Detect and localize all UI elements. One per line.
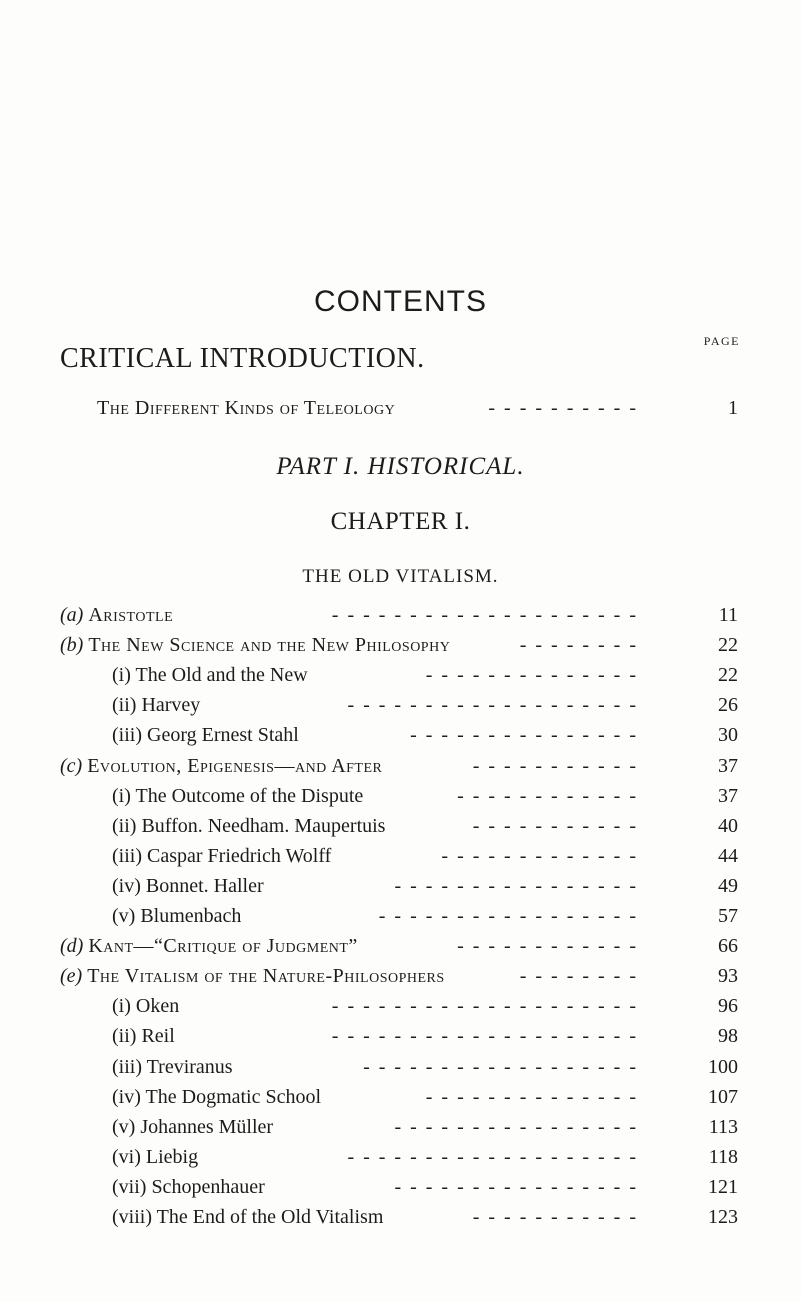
- toc-entry-page: 22: [718, 634, 738, 657]
- toc-entry-title: [60, 751, 382, 781]
- toc-entry-title: [112, 781, 363, 811]
- toc-entry-label: Harvey: [141, 694, 201, 717]
- toc-entry-title: [112, 1082, 321, 1112]
- page-column-label: PAGE: [703, 334, 740, 348]
- toc-entry: [0, 751, 801, 781]
- toc-entry-label: The Dogmatic School: [145, 1085, 322, 1108]
- toc-entry-marker: (v): [112, 905, 136, 927]
- toc-entry-label: Oken: [135, 995, 180, 1018]
- toc-entry: [0, 1202, 801, 1232]
- toc-entry-title: [112, 1112, 273, 1142]
- toc-entry: [0, 871, 801, 901]
- toc-entry-marker: (e): [60, 965, 83, 988]
- toc-entry: [0, 961, 801, 991]
- toc-entry-page: 57: [718, 905, 738, 927]
- toc-entry-title: [60, 600, 173, 630]
- toc-entry-label: The Old and the New: [135, 664, 308, 687]
- toc-entry-marker: (vii): [112, 1175, 147, 1198]
- leader-dots: -------------------: [347, 694, 645, 717]
- toc-entry: [0, 901, 801, 931]
- leader-dots: --------------------: [331, 1025, 645, 1048]
- toc-entry-page: 37: [718, 754, 738, 777]
- leader-dots: --------------------: [331, 604, 645, 626]
- toc-entry-marker: (i): [112, 664, 131, 687]
- toc-entry-title: [112, 871, 264, 901]
- toc-entry: [0, 1021, 801, 1051]
- toc-entry-marker: (iii): [112, 724, 142, 747]
- toc-entry-label: Caspar Friedrich Wolff: [147, 844, 332, 867]
- toc-entry-page: 118: [708, 1145, 738, 1168]
- leader-dots: --------------------: [331, 995, 645, 1018]
- toc-entry: [0, 1112, 801, 1142]
- leader-dots: --------: [519, 634, 645, 657]
- toc-entry-page: 66: [718, 935, 738, 958]
- toc-entry-label: Johannes Müller: [140, 1115, 274, 1138]
- toc-entry-page: 107: [708, 1085, 738, 1108]
- toc-entry-page: 30: [718, 724, 738, 747]
- leader-dots: -----------: [472, 1206, 645, 1228]
- toc-entry-marker: (iv): [112, 874, 141, 897]
- toc-entry: [0, 1052, 801, 1082]
- toc-entry-page: 49: [718, 874, 738, 897]
- toc-entry-marker: (b): [60, 634, 84, 657]
- toc-entry-title: [112, 811, 385, 841]
- toc-entry-title: [112, 1142, 198, 1172]
- toc-entry-page: 113: [708, 1115, 738, 1138]
- toc-entry: [0, 660, 801, 690]
- toc-entry: [0, 600, 801, 630]
- toc-entry-label: Aristotle: [88, 604, 174, 626]
- part-heading: PART I. HISTORICAL.: [276, 453, 525, 480]
- toc-entry-page: 93: [718, 965, 738, 988]
- toc-entry-title: [60, 961, 445, 991]
- toc-entry-marker: (ii): [112, 1025, 137, 1048]
- toc-entry-marker: (viii): [112, 1206, 152, 1228]
- toc-entry: [0, 1172, 801, 1202]
- leader-dots: ----------: [488, 397, 645, 419]
- toc-entry-label: The Outcome of the Dispute: [135, 784, 364, 807]
- toc-entry-page: 11: [718, 604, 738, 626]
- leader-dots: -------------------: [347, 1145, 645, 1168]
- toc-entry-label: Georg Ernest Stahl: [147, 724, 299, 747]
- leader-dots: -------------: [441, 844, 645, 867]
- toc-entry-title: [112, 841, 331, 871]
- leader-dots: ------------: [457, 935, 645, 958]
- toc-entry: [0, 630, 801, 660]
- toc-entry-title: [60, 630, 450, 660]
- section-heading: CRITICAL INTRODUCTION.: [60, 343, 425, 374]
- toc-entry-label: Kant—“Critique of Judgment”: [88, 935, 358, 958]
- page-title: CONTENTS: [314, 285, 487, 318]
- toc-entry-marker: (ii): [112, 814, 137, 837]
- toc-entry: [0, 841, 801, 871]
- toc-entry-marker: (a): [60, 604, 84, 626]
- toc-entry: [0, 393, 801, 423]
- leader-dots: --------: [519, 965, 645, 988]
- toc-entry-page: 22: [718, 664, 738, 687]
- toc-entry: [0, 720, 801, 750]
- toc-entry-marker: (i): [112, 784, 131, 807]
- toc-entry-title: [112, 991, 179, 1021]
- leader-dots: ----------------: [394, 1115, 645, 1138]
- leader-dots: ----------------: [394, 1175, 645, 1198]
- toc-entry: [0, 1142, 801, 1172]
- toc-entry-marker: (iii): [112, 1055, 142, 1078]
- toc-entry-label: Evolution, Epigenesis—and After: [87, 754, 383, 777]
- toc-entry-title: [112, 1021, 175, 1051]
- toc-entry-title: [112, 1172, 265, 1202]
- toc-entry-title: [112, 660, 308, 690]
- toc-entry-page: 1: [728, 397, 738, 419]
- toc-entry-marker: (c): [60, 754, 83, 777]
- toc-entry: [0, 781, 801, 811]
- leader-dots: -----------------: [378, 905, 645, 927]
- toc-entry-label: Bonnet. Haller: [145, 874, 264, 897]
- leader-dots: ------------: [457, 784, 645, 807]
- leader-dots: --------------: [425, 664, 645, 687]
- leader-dots: -----------: [472, 814, 645, 837]
- chapter-heading: CHAPTER I.: [330, 508, 471, 535]
- leader-dots: ---------------: [410, 724, 645, 747]
- toc-entry: [0, 811, 801, 841]
- leader-dots: --------------: [425, 1085, 645, 1108]
- toc-entry-label: Treviranus: [146, 1055, 233, 1078]
- toc-entry-title: [112, 720, 299, 750]
- toc-entry-page: 100: [708, 1055, 738, 1078]
- toc-entry-label: Schopenhauer: [151, 1175, 265, 1198]
- toc-entry-page: 123: [708, 1206, 738, 1228]
- toc-entry: [0, 931, 801, 961]
- toc-entry-label: The Different Kinds of Teleology: [97, 397, 396, 419]
- toc-entry-label: The New Science and the New Philosophy: [88, 634, 451, 657]
- toc-entry-page: 121: [708, 1175, 738, 1198]
- toc-entry-title: [60, 931, 358, 961]
- toc-entry-page: 37: [718, 784, 738, 807]
- toc-entry: [0, 690, 801, 720]
- leader-dots: -----------: [472, 754, 645, 777]
- toc-entry-marker: (ii): [112, 694, 137, 717]
- toc-entry-marker: (v): [112, 1115, 136, 1138]
- toc-entry-label: Liebig: [145, 1145, 199, 1168]
- toc-entry-title: [112, 1052, 233, 1082]
- toc-entry-marker: (d): [60, 935, 84, 958]
- toc-entry: [0, 991, 801, 1021]
- leader-dots: ----------------: [394, 874, 645, 897]
- toc-entry-page: 26: [718, 694, 738, 717]
- toc-entry-title: [97, 393, 395, 423]
- toc-entry-marker: (iii): [112, 844, 142, 867]
- toc-entry-title: [112, 901, 241, 931]
- toc-entry-page: 96: [718, 995, 738, 1018]
- toc-entry-title: [112, 690, 200, 720]
- toc-entry-marker: (vi): [112, 1145, 141, 1168]
- toc-entry-label: The End of the Old Vitalism: [156, 1206, 384, 1228]
- toc-entry-label: Blumenbach: [140, 905, 242, 927]
- toc-entry-page: 40: [718, 814, 738, 837]
- toc-entry: [0, 1082, 801, 1112]
- toc-entry-marker: (i): [112, 995, 131, 1018]
- leader-dots: ------------------: [363, 1055, 645, 1078]
- toc-entry-label: Reil: [141, 1025, 175, 1048]
- toc-entry-marker: (iv): [112, 1085, 141, 1108]
- chapter-subtitle: THE OLD VITALISM.: [302, 566, 499, 587]
- toc-entry-title: [112, 1202, 383, 1232]
- toc-entry-page: 44: [718, 844, 738, 867]
- toc-entry-label: The Vitalism of the Nature-Philosophers: [87, 965, 445, 988]
- toc-entry-label: Buffon. Needham. Maupertuis: [141, 814, 386, 837]
- toc-entry-page: 98: [718, 1025, 738, 1048]
